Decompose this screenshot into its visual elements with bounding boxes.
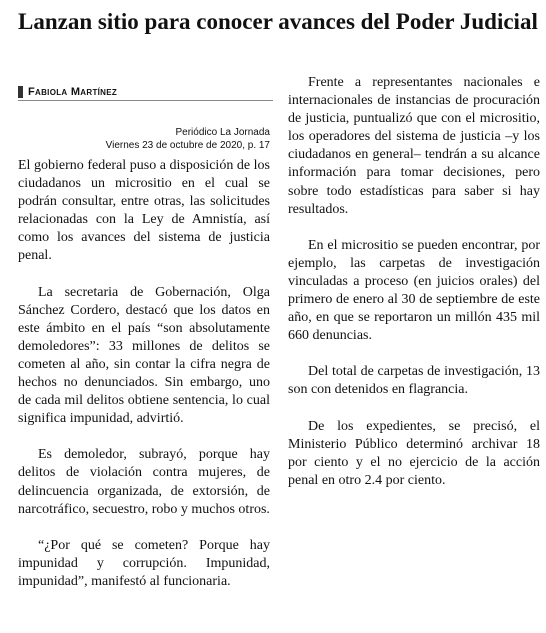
author-name: Fabiola Martínez [28, 86, 118, 98]
paragraph: Del total de carpetas de investigación, 13 son con detenidos en flagrancia. [288, 364, 540, 398]
paragraph: “¿Por qué se cometen? Porque hay impunidad y corrupción. Impunidad, impunidad”, manifestó al funcionaria. [18, 537, 270, 589]
source-info [18, 126, 270, 152]
byline-marker [18, 86, 23, 98]
source-date: Viernes 23 de octubre de 2020, p. 17 [105, 140, 270, 151]
paragraph: De los expedientes, se precisó, el Ministerio Público determinó archivar 18 por ciento y el no ejercicio de la acción penal en otro 2.4 por ciento. [288, 418, 540, 488]
paragraph: El gobierno federal puso a disposición de los ciudadanos un micrositio en el cual se podrán consultar, entre otras, las solicitudes relacionadas con la Ley de Amnistía, así como los avances del sistema de justicia penal. [18, 158, 270, 264]
paragraph: Es demoledor, subrayó, porque hay delitos de violación contra mujeres, de delincuencia organizada, de extorsión, de narcotráfico, secuestro, robo y muchos otros. [18, 447, 270, 517]
article-title: Lanzan sitio para conocer avances del Poder Judicial [18, 9, 538, 34]
left-column [18, 157, 270, 609]
source-newspaper: Periódico La Jornada [175, 127, 270, 138]
paragraph: La secretaria de Gobernación, Olga Sánchez Cordero, destacó que los datos en este ámbito en el país “son absolutamente demoledores”: 33 millones de delitos se cometen al año, sin contar la cifra negra de hechos no denunciados. Sin embargo, uno de cada mil delitos obtiene sentencia, lo cual significa impunidad, advirtió. [18, 284, 270, 427]
paragraph: Frente a representantes nacionales e internacionales de instancias de procuración de justicia, puntualizó que con el micrositio, los operadores del sistema de justicia –y los ciudadanos en general– tendrán a su alcance información para tomar decisiones, pero sobre todo estadísticas para saber si hay resultados. [288, 75, 540, 217]
byline [18, 86, 273, 101]
right-column [288, 74, 540, 508]
paragraph: En el micrositio se pueden encontrar, por ejemplo, las carpetas de investigación vinculadas a proceso (en juicios orales) del primero de enero al 30 de septiembre de este año, en que se reportaron un millón 435 mil 660 denuncias. [288, 237, 540, 344]
